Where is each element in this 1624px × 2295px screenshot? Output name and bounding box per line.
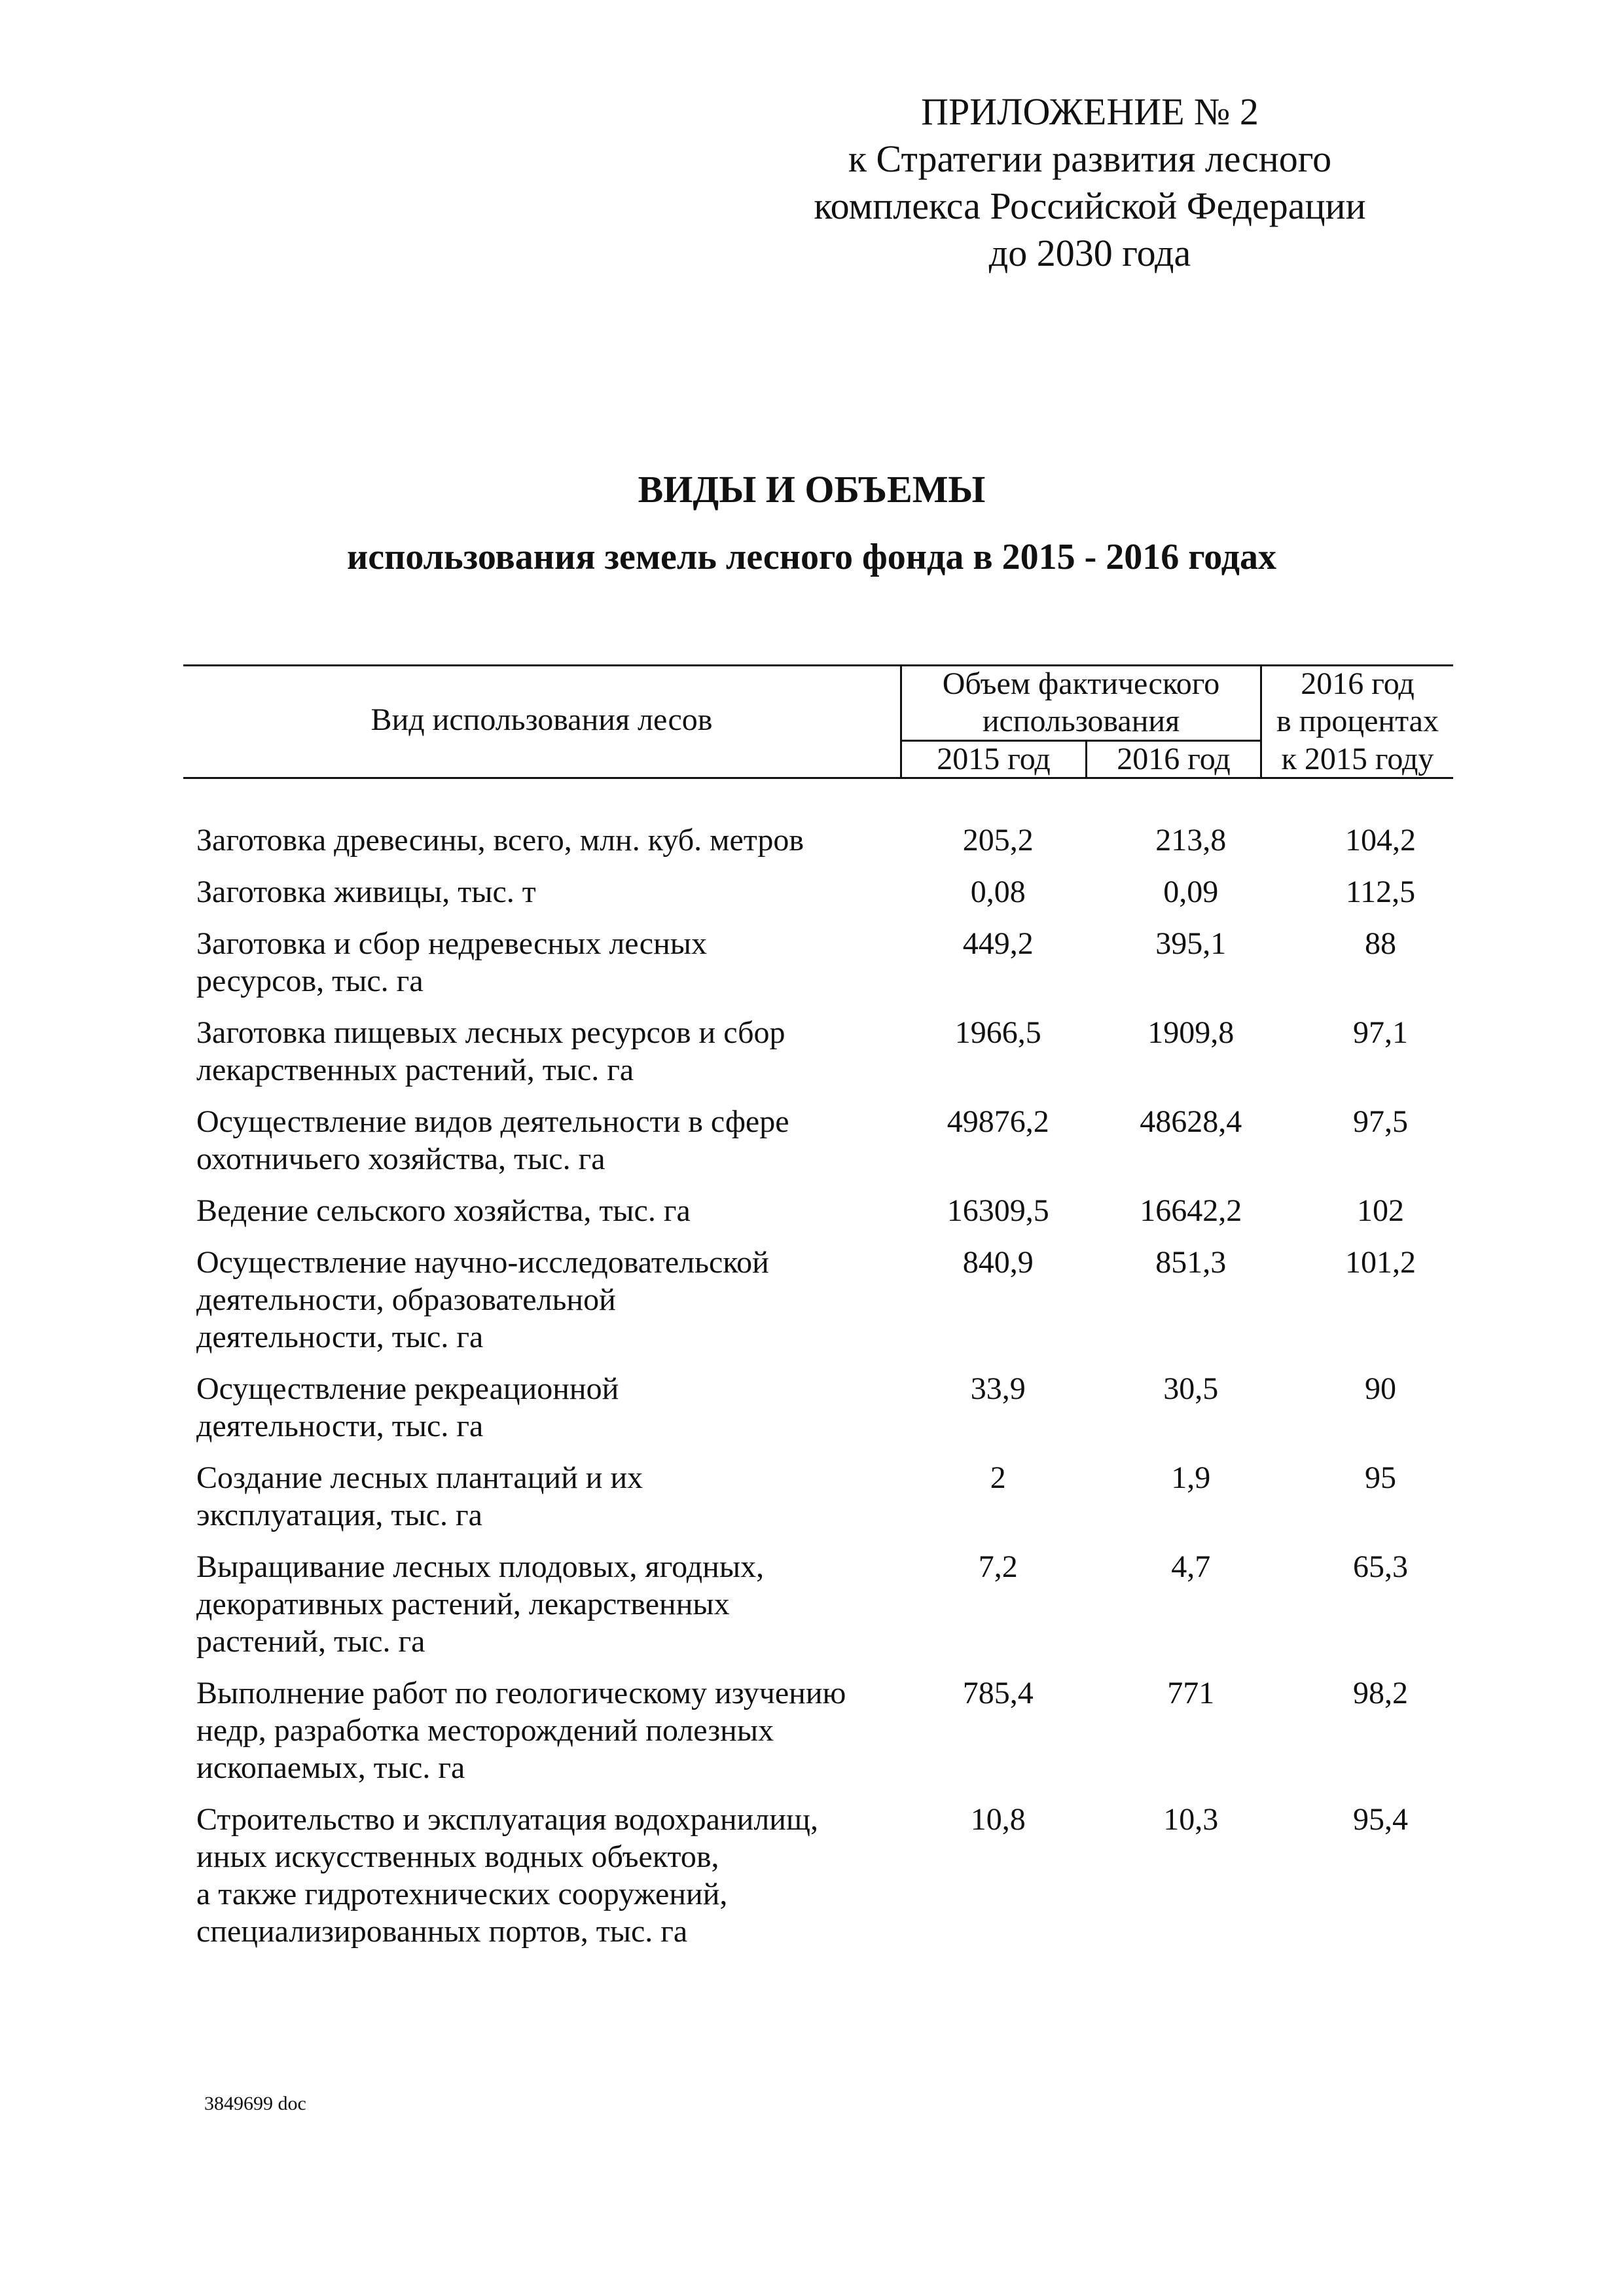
row-percent: 101,2 — [1344, 1245, 1416, 1280]
header-volume-line-2: использования — [982, 704, 1180, 738]
row-percent: 95,4 — [1352, 1802, 1408, 1837]
row-type-of-use: Выращивание лесных плодовых, ягодных, декоративных растений, лекарственных растений, тыс. га — [196, 1549, 765, 1659]
table-row — [196, 1459, 1473, 1534]
row-value-2016: 213,8 — [1155, 823, 1227, 858]
row-value-2015: 49876,2 — [947, 1104, 1049, 1139]
appendix-reference-line-1: к Стратегии развития лесного — [848, 137, 1332, 180]
row-value-2015: 2 — [990, 1460, 1006, 1495]
table-row — [196, 1801, 1473, 1950]
table-body — [196, 822, 1473, 1964]
table-row — [196, 1103, 1473, 1178]
header-2015: 2015 год — [937, 742, 1051, 776]
row-type-of-use: Строительство и эксплуатация водохранилищ, иных искусственных водных объектов, а также гидротехнических сооружений, специализированных портов, тыс. га — [196, 1802, 818, 1949]
row-value-2015: 840,9 — [962, 1245, 1034, 1280]
appendix-reference-line-3: до 2030 года — [988, 232, 1191, 274]
header-2016: 2016 год — [1117, 742, 1231, 776]
row-value-2015: 0,08 — [970, 875, 1026, 909]
table-row — [196, 1370, 1473, 1445]
document-title: ВИДЫ И ОБЪЕМЫ — [638, 468, 986, 511]
row-percent: 97,1 — [1352, 1015, 1408, 1050]
row-type-of-use: Заготовка древесины, всего, млн. куб. метров — [196, 823, 804, 858]
header-percent-line-1: 2016 год — [1301, 666, 1415, 701]
table-row — [196, 1014, 1473, 1089]
row-value-2015: 10,8 — [970, 1802, 1026, 1837]
header-volume-line-1: Объем фактического — [942, 666, 1220, 701]
row-value-2015: 1966,5 — [954, 1015, 1041, 1050]
header-percent-line-3: к 2015 году — [1281, 742, 1434, 776]
row-percent: 102 — [1356, 1193, 1404, 1228]
row-value-2016: 0,09 — [1163, 875, 1219, 909]
row-type-of-use: Заготовка и сбор недревесных лесных ресурсов, тыс. га — [196, 926, 708, 998]
row-value-2015: 449,2 — [962, 926, 1034, 961]
row-type-of-use: Заготовка пищевых лесных ресурсов и сбор лекарственных растений, тыс. га — [196, 1015, 785, 1087]
appendix-number: ПРИЛОЖЕНИЕ № 2 — [921, 90, 1259, 133]
row-type-of-use: Создание лесных плантаций и их эксплуатация, тыс. га — [196, 1460, 643, 1532]
row-type-of-use: Заготовка живицы, тыс. т — [196, 875, 536, 909]
row-percent: 90 — [1364, 1371, 1396, 1406]
row-percent: 65,3 — [1352, 1549, 1408, 1584]
row-value-2016: 1,9 — [1171, 1460, 1211, 1495]
row-value-2016: 771 — [1167, 1676, 1215, 1710]
row-value-2016: 851,3 — [1155, 1245, 1227, 1280]
row-value-2015: 7,2 — [978, 1549, 1018, 1584]
row-value-2015: 33,9 — [970, 1371, 1026, 1406]
row-value-2016: 395,1 — [1155, 926, 1227, 961]
row-value-2015: 205,2 — [962, 823, 1034, 858]
row-value-2016: 4,7 — [1171, 1549, 1211, 1584]
row-value-2015: 16309,5 — [947, 1193, 1049, 1228]
row-value-2016: 10,3 — [1163, 1802, 1219, 1837]
row-type-of-use: Выполнение работ по геологическому изучению недр, разработка месторождений полезных ископаемых, тыс. га — [196, 1676, 846, 1785]
row-percent: 112,5 — [1345, 875, 1416, 909]
row-percent: 98,2 — [1352, 1676, 1408, 1710]
row-type-of-use: Осуществление рекреационной деятельности, тыс. га — [196, 1371, 619, 1443]
row-type-of-use: Ведение сельского хозяйства, тыс. га — [196, 1193, 691, 1228]
table-row — [196, 1674, 1473, 1786]
row-percent: 88 — [1364, 926, 1396, 961]
row-value-2016: 16642,2 — [1140, 1193, 1242, 1228]
document-subtitle: использования земель лесного фонда в 2015 - 2016 годах — [346, 537, 1276, 577]
table-row — [196, 822, 1473, 859]
row-value-2016: 30,5 — [1163, 1371, 1219, 1406]
row-value-2016: 48628,4 — [1140, 1104, 1242, 1139]
row-type-of-use: Осуществление научно-исследовательской деятельности, образовательной деятельности, тыс. га — [196, 1245, 769, 1354]
table-row — [196, 873, 1473, 911]
table-row — [196, 925, 1473, 1000]
row-value-2015: 785,4 — [962, 1676, 1034, 1710]
row-percent: 104,2 — [1344, 823, 1416, 858]
header-type-of-use: Вид использования лесов — [370, 702, 713, 737]
row-percent: 97,5 — [1352, 1104, 1408, 1139]
table-row — [196, 1244, 1473, 1356]
document-id: 3849699 doc — [204, 2093, 306, 2114]
row-value-2016: 1909,8 — [1147, 1015, 1235, 1050]
row-percent: 95 — [1364, 1460, 1396, 1495]
header-percent-line-2: в процентах — [1276, 704, 1439, 738]
row-type-of-use: Осуществление видов деятельности в сфере охотничьего хозяйства, тыс. га — [196, 1104, 789, 1176]
appendix-reference-line-2: комплекса Российской Федерации — [814, 185, 1366, 227]
table-row — [196, 1192, 1473, 1229]
appendix-header — [785, 88, 1394, 277]
table-row — [196, 1548, 1473, 1660]
